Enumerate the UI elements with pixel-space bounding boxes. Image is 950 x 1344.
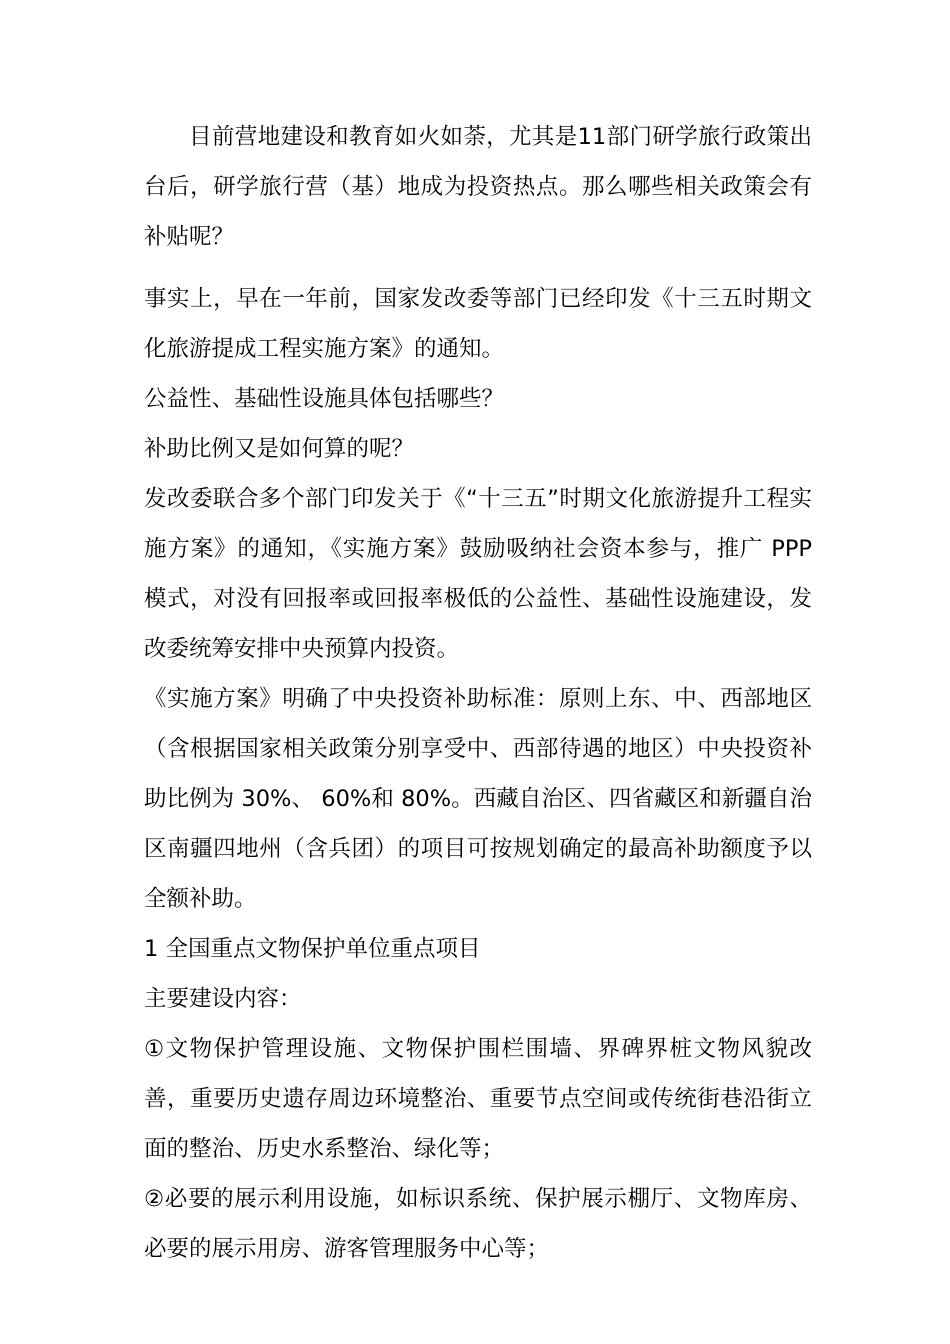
intro-paragraph: 目前营地建设和教育如火如荼，尤其是11部门研学旅行政策出台后，研学旅行营（基）地成为投资热点。那么哪些相关政策会有补贴呢？ bbox=[144, 124, 812, 250]
subsection-label: 主要建设内容： bbox=[144, 986, 302, 1012]
question-subsidy-ratio: 补助比例又是如何算的呢？ bbox=[144, 436, 415, 462]
list-item: ①文物保护管理设施、文物保护围栏围墙、界碑界桩文物风貌改善，重要历史遗存周边环境整治、重要节点空间或传统街巷沿街立面的整治、历史水系整治、绿化等； bbox=[144, 1036, 812, 1162]
policy-paragraph: 发改委联合多个部门印发关于《“十三五”时期文化旅游提升工程实施方案》的通知，《实施方案》鼓励吸纳社会资本参与，推广 PPP 模式，对没有回报率或回报率极低的公益性、基础性设施建设，发改委统筹安排中央预算内投资。 bbox=[144, 486, 812, 662]
list-item: ②必要的展示利用设施，如标识系统、保护展示棚厅、文物库房、必要的展示用房、游客管理服务中心等； bbox=[144, 1186, 812, 1262]
document-body bbox=[144, 112, 812, 1274]
section-heading: 1 全国重点文物保护单位重点项目 bbox=[144, 936, 481, 962]
subsidy-standard-paragraph: 《实施方案》明确了中央投资补助标准：原则上东、中、西部地区（含根据国家相关政策分别享受中、西部待遇的地区）中央投资补助比例为 30%、 60%和 80%。西藏自治区、四省藏区和新疆自治区南疆四地州（含兵团）的项目可按规划确定的最高补助额度予以全额补助。 bbox=[144, 686, 812, 912]
background-paragraph: 事实上，早在一年前，国家发改委等部门已经印发《十三五时期文化旅游提成工程实施方案》的通知。 bbox=[144, 286, 812, 362]
question-facilities: 公益性、基础性设施具体包括哪些？ bbox=[144, 386, 505, 412]
